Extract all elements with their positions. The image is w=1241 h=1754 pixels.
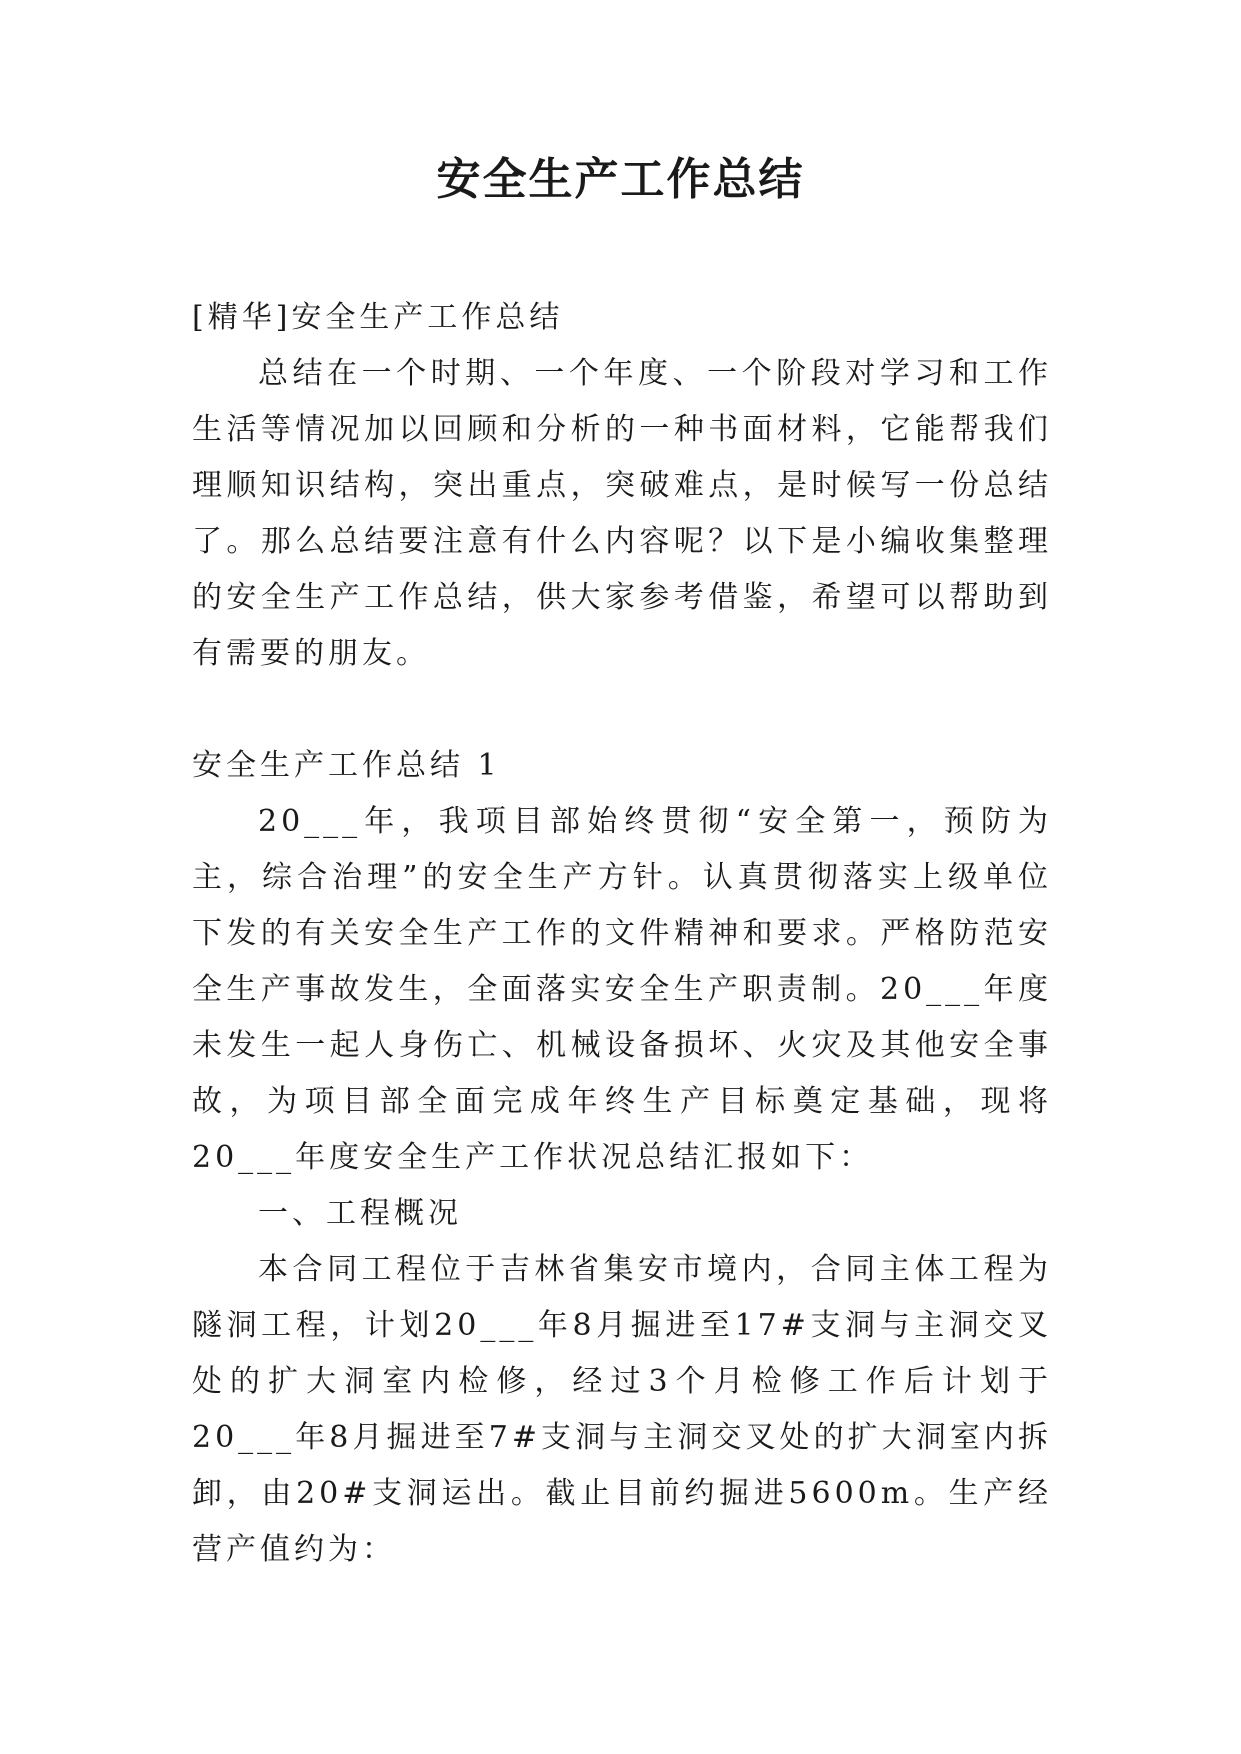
sub-heading: 一、工程概况 [258,1196,462,1231]
document-subtitle: [精华]安全生产工作总结 [192,300,564,335]
document-title: 安全生产工作总结 [436,154,805,205]
intro-paragraph: 总结在一个时期、一个年度、一个阶段对学习和工作生活等情况加以回顾和分析的一种书面材料，它能帮我们理顺知识结构，突出重点，突破难点，是时候写一份总结了。那么总结要注意有什么内容呢？以下是小编收集整理的安全生产工作总结，供大家参考借鉴，希望可以帮助到有需要的朋友。 [192,356,1052,671]
paragraph-gap [192,682,1052,738]
document-body [192,290,1052,1578]
section-heading: 安全生产工作总结 1 [192,748,501,783]
section-paragraph: 20___年，我项目部始终贯彻“安全第一，预防为主，综合治理”的安全生产方针。认真贯彻落实上级单位下发的有关安全生产工作的文件精神和要求。严格防范安全生产事故发生，全面落实安全生产职责制。20___年度未发生一起人身伤亡、机械设备损坏、火灾及其他安全事故，为项目部全面完成年终生产目标奠定基础，现将20___年度安全生产工作状况总结汇报如下： [192,804,1052,1175]
project-paragraph: 本合同工程位于吉林省集安市境内，合同主体工程为隧洞工程，计划20___年8月掘进至17#支洞与主洞交叉处的扩大洞室内检修，经过3个月检修工作后计划于20___年8月掘进至7#支洞与主洞交叉处的扩大洞室内拆卸，由20#支洞运出。截止目前约掘进5600m。生产经营产值约为： [192,1252,1052,1567]
